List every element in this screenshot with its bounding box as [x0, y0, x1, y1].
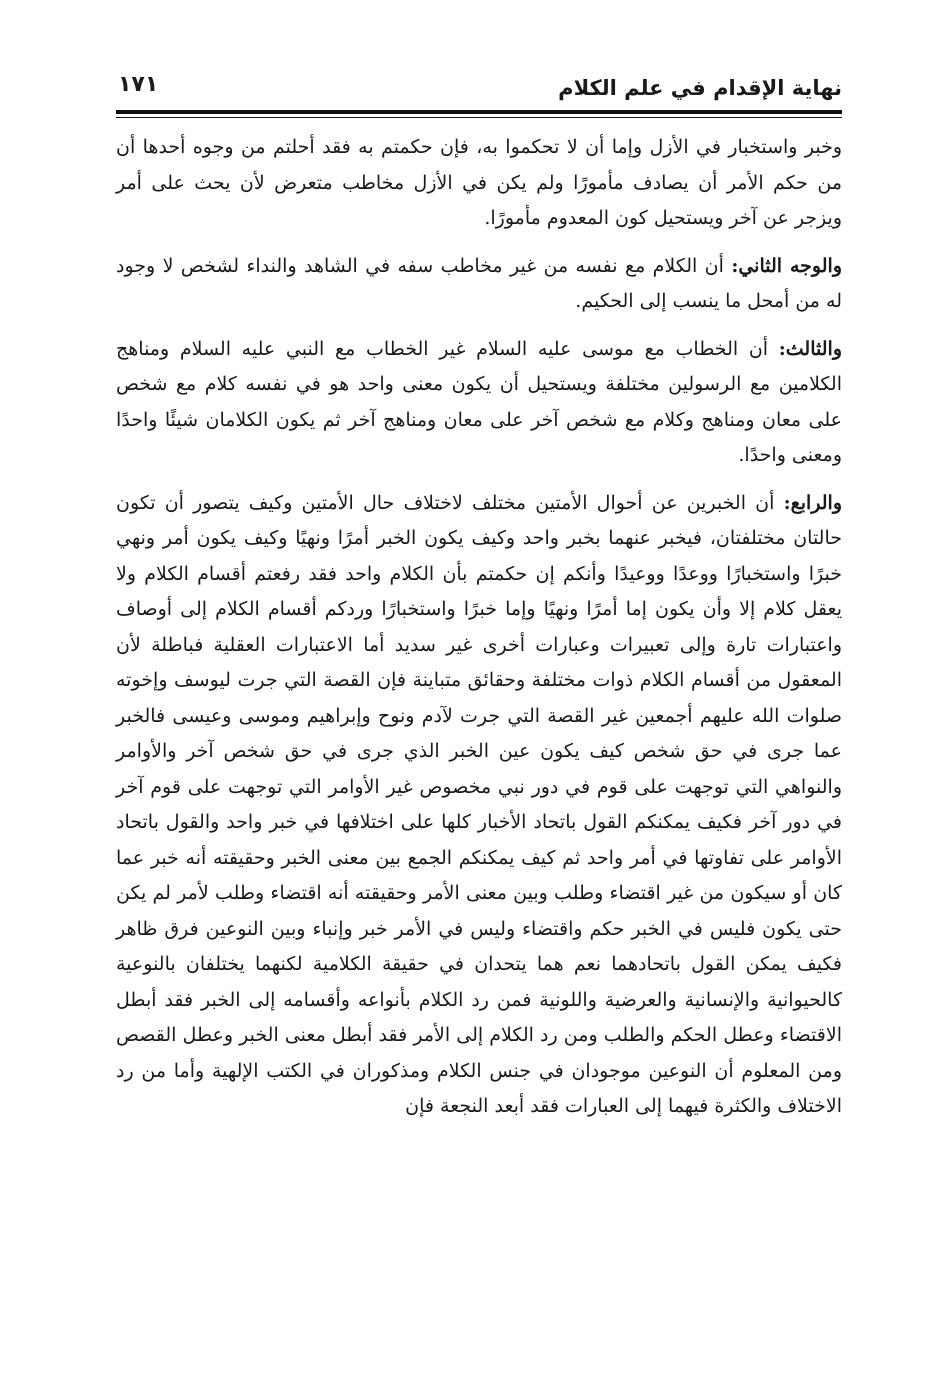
paragraph-3-text: أن الخطاب مع موسى عليه السلام غير الخطاب مع النبي عليه السلام ومناهج الكلامين مع الرسولين مختلفة ويستحيل أن يكون معنى واحد هو في نفسه كلام مع شخص على معان ومناهج وكلام مع شخص آخر على معان ومناهج آخر ثم يكون الكلامان شيئًا واحدًا ومعنى واحدًا.: [116, 337, 842, 466]
paragraph-2-text: أن الكلام مع نفسه من غير مخاطب سفه في الشاهد والنداء لشخص لا وجود له من أمحل ما ينسب إلى الحكيم.: [116, 254, 842, 312]
running-title: نهاية الإقدام في علم الكلام: [558, 76, 842, 100]
paragraph-3: [116, 332, 842, 474]
paragraph-2-lead: والوجه الثاني:: [731, 254, 842, 277]
paragraph-1: [116, 130, 842, 237]
paragraph-3-lead: والثالث:: [778, 337, 842, 360]
page-number: ١٧١: [118, 72, 159, 97]
paragraph-4: [116, 486, 842, 1125]
header-rule-thick: [116, 110, 842, 114]
page-header: [116, 60, 842, 112]
paragraph-2: [116, 249, 842, 320]
paragraph-1-text: وخبر واستخبار في الأزل وإما أن لا تحكموا به، فإن حكمتم به فقد أحلتم من وجوه أحدها أن من حكم الأمر أن يصادف مأمورًا ولم يكن في الأزل مخاطب متعرض لأن يحث على أمر ويزجر عن آخر ويستحيل كون المعدوم مأمورًا.: [116, 136, 842, 229]
book-page: [116, 60, 842, 1360]
paragraph-4-text: أن الخبرين عن أحوال الأمتين مختلف لاختلاف حال الأمتين وكيف يتصور أن تكون حالتان مختلفتان، فيخبر عنهما بخبر واحد وكيف يكون الخبر أمرًا ونهيًا وكيف يكون أمر ونهي خبرًا واستخبارًا ووعدًا ووعيدًا وأنكم إن حكمتم بأن الكلام واحد فقد رفعتم أقسام الكلام ولا يعقل كلام إلا وأن يكون إما أمرًا ونهيًا وإما خبرًا واستخبارًا وردكم أقسام الكلام إلى أوصاف واعتبارات تارة وإلى تعبيرات وعبارات أخرى غير سديد أما الاعتبارات العقلية فباطلة لأن المعقول من أقسام الكلام ذوات مختلفة وحقائق متباينة فإن القصة التي جرت ليوسف وإخوته صلوات الله عليهم أجمعين غير القصة التي جرت لآدم ونوح وإبراهيم وموسى وعيسى فالخبر عما جرى في حق شخص كيف يكون عين الخبر الذي جرى في حق شخص آخر والأوامر والنواهي التي توجهت على قوم في دور نبي مخصوص غير الأوامر التي توجهت على قوم آخر في دور آخر فكيف يمكنكم القول باتحاد الأخبار كلها على اختلافها في خبر واحد والقول باتحاد الأوامر على تفاوتها في أمر واحد ثم كيف يمكنكم الجمع بين معنى الخبر وحقيقته أنه خبر عما كان أو سيكون من غير اقتضاء وطلب وبين معنى الأمر وحقيقته أنه اقتضاء وطلب لأمر لم يكن حتى يكون فليس في الخبر حكم واقتضاء وليس في الأمر خبر وإنباء وبين النوعين فرق ظاهر فكيف يمكن القول باتحادهما نعم هما يتحدان في حقيقة الكلامية لكنهما يختلفان بالنوعية كالحيوانية والإنسانية والعرضية واللونية فمن رد الكلام بأنواعه وأقسامه إلى الخبر فقد أبطل الاقتضاء وعطل الحكم والطلب ومن رد الكلام إلى الأمر فقد أبطل معنى الخبر وعطل القصص ومن المعلوم أن النوعين موجودان في جنس الكلام ومذكوران في الكتب الإلهية وأما من رد الاختلاف والكثرة فيهما إلى العبارات فقد أبعد النجعة فإن: [116, 491, 843, 1117]
header-rule-thin: [116, 117, 842, 118]
body-text: [116, 130, 842, 1137]
paragraph-4-lead: والرابع:: [783, 491, 842, 514]
